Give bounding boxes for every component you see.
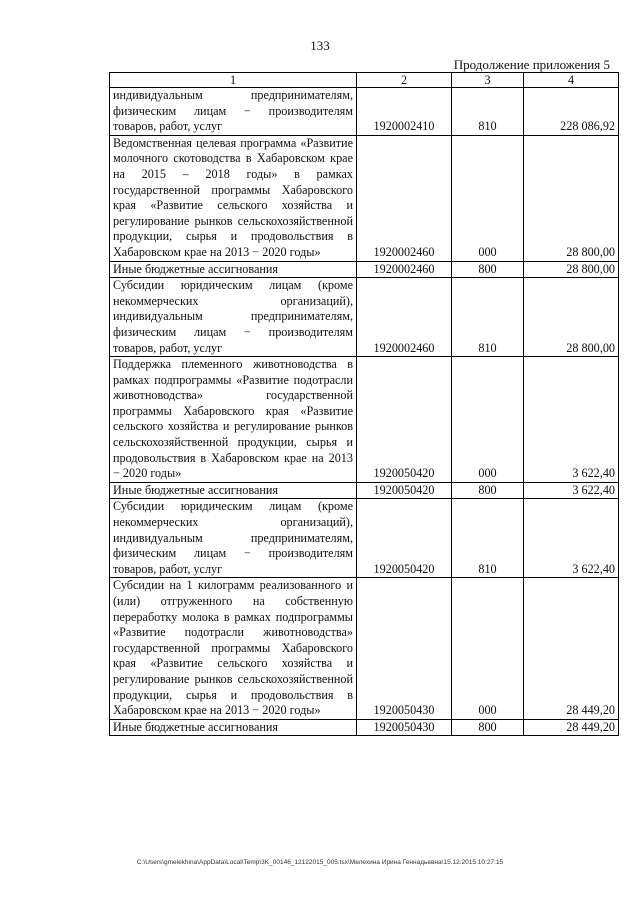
row-code: 1920002460 xyxy=(357,261,452,278)
row-type: 810 xyxy=(452,88,524,136)
row-name: Иные бюджетные ассигнования xyxy=(110,261,357,278)
row-amount: 28 449,20 xyxy=(524,578,619,719)
row-amount: 28 449,20 xyxy=(524,719,619,736)
row-amount: 3 622,40 xyxy=(524,499,619,578)
row-type: 800 xyxy=(452,261,524,278)
row-name: индивидуальным предпринимателям, физическим лицам − производителям товаров, работ, услуг xyxy=(110,88,357,136)
file-path-footer: C:\Users\gmelekhina\AppData\Local\Temp\3K_00146_12122015_005.tsx\Мелехина Ирина Геннадьевна\15.12.2015 10:27:15 xyxy=(136,859,504,866)
table-row xyxy=(110,135,619,261)
table-row xyxy=(110,357,619,483)
row-name: Ведомственная целевая программа «Развитие молочного скотоводства в Хабаровском крае на 2015 – 2018 годы» в рамках государственной программы Хабаровского края «Развитие сельского хозяйства и регулирование рынков сельскохозяйственной продукции, сырья и продовольствия в Хабаровском крае на 2013 − 2020 годы» xyxy=(110,135,357,261)
table-row xyxy=(110,499,619,578)
row-code: 1920050430 xyxy=(357,719,452,736)
row-code: 1920050420 xyxy=(357,499,452,578)
budget-table xyxy=(109,72,619,736)
row-type: 800 xyxy=(452,482,524,499)
row-name: Субсидии юридическим лицам (кроме некоммерческих организаций), индивидуальным предпринимателям, физическим лицам − производителям товаров, работ, услуг xyxy=(110,278,357,357)
row-type: 000 xyxy=(452,357,524,483)
row-amount: 228 086,92 xyxy=(524,88,619,136)
row-amount: 28 800,00 xyxy=(524,261,619,278)
row-name: Субсидии на 1 килограмм реализованного и (или) отгруженного на собственную переработку молока в рамках подпрограммы «Развитие подотрасли животноводства» государственной программы Хабаровского края «Развитие сельского хозяйства и регулирование рынков сельскохозяйственной продукции, сырья и продовольствия в Хабаровском крае на 2013 − 2020 годы» xyxy=(110,578,357,719)
row-type: 810 xyxy=(452,278,524,357)
table-row xyxy=(110,719,619,736)
table-row xyxy=(110,278,619,357)
table-header-row xyxy=(110,73,619,88)
table-row xyxy=(110,578,619,719)
page-number: 133 xyxy=(310,38,330,53)
column-header: 4 xyxy=(524,73,619,88)
row-name: Иные бюджетные ассигнования xyxy=(110,482,357,499)
row-type: 000 xyxy=(452,135,524,261)
table-row xyxy=(110,88,619,136)
table-row xyxy=(110,261,619,278)
table-row xyxy=(110,482,619,499)
row-code: 1920050430 xyxy=(357,578,452,719)
row-amount: 3 622,40 xyxy=(524,357,619,483)
row-code: 1920050420 xyxy=(357,482,452,499)
row-code: 1920002460 xyxy=(357,135,452,261)
row-name: Иные бюджетные ассигнования xyxy=(110,719,357,736)
row-code: 1920050420 xyxy=(357,357,452,483)
row-type: 000 xyxy=(452,578,524,719)
continuation-note: Продолжение приложения 5 xyxy=(453,57,610,72)
row-name: Поддержка племенного животноводства в рамках подпрограммы «Развитие подотрасли животноводства» государственной программы Хабаровского края «Развитие сельского хозяйства и регулирование рынков сельскохозяйственной продукции, сырья и продовольствия в Хабаровском крае на 2013 − 2020 годы» xyxy=(110,357,357,483)
row-amount: 28 800,00 xyxy=(524,278,619,357)
column-header: 1 xyxy=(110,73,357,88)
row-type: 800 xyxy=(452,719,524,736)
column-header: 3 xyxy=(452,73,524,88)
row-code: 1920002410 xyxy=(357,88,452,136)
row-type: 810 xyxy=(452,499,524,578)
row-amount: 3 622,40 xyxy=(524,482,619,499)
row-code: 1920002460 xyxy=(357,278,452,357)
row-name: Субсидии юридическим лицам (кроме некоммерческих организаций), индивидуальным предпринимателям, физическим лицам − производителям товаров, работ, услуг xyxy=(110,499,357,578)
row-amount: 28 800,00 xyxy=(524,135,619,261)
column-header: 2 xyxy=(357,73,452,88)
